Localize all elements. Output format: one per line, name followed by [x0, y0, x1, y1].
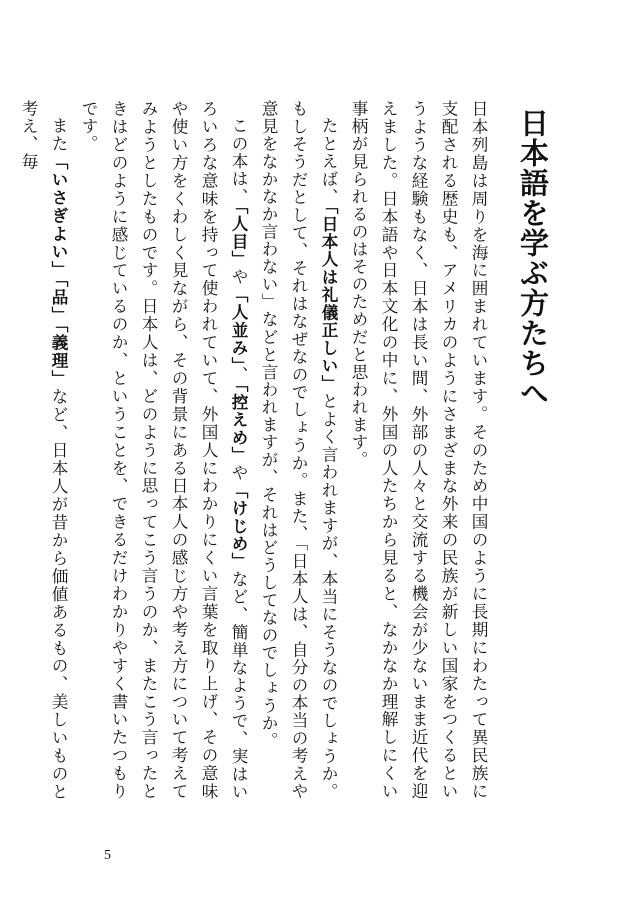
- keyword: 「人並み」: [229, 285, 248, 366]
- paragraph: [343, 100, 493, 800]
- text-run: 日本列島は周りを海に囲まれています。そのため中国のように長期にわたって異民族に支配される歴史も、アメリカのようにさまざまな外来の民族が新しい国家をつくるというような経験もなく、日本は長い間、外部の人々と交流する機会が少ないまま近代を迎えました。日本語や日本文化の中に、外国の人たちから見ると、なかなか理解しにくい事柄が見られるのはそのためだと思われます。: [349, 100, 488, 800]
- keyword: 「けじめ」: [229, 481, 248, 570]
- keyword: 「日本人は礼儀正しい」: [319, 205, 338, 393]
- text-run: とよく言われますが、本当にそうなのでしょうか。もしそうだとして、それはなぜなのでしょうか。また、「日本人は、自分の本当の考えや意見をなかなか言わない」などと言われますが、それはどうしてなのでしょうか。: [259, 100, 338, 801]
- paragraph: [73, 100, 253, 800]
- text-run: この本は、: [229, 116, 248, 206]
- page-title: 日本語を学ぶ方たちへ: [516, 108, 550, 408]
- keyword: 「義理」: [49, 323, 68, 388]
- text-run: たとえば、: [319, 116, 338, 206]
- paragraph: [13, 100, 73, 800]
- text-run: また: [49, 116, 68, 153]
- keyword: 「人目」: [229, 205, 248, 268]
- text-run: や: [229, 463, 248, 482]
- keyword: 「控えめ」: [229, 383, 248, 464]
- text-run: 、: [229, 365, 248, 384]
- page-number: 5: [104, 848, 111, 863]
- paragraph: [253, 100, 343, 800]
- body-text: [19, 100, 493, 801]
- keyword: 「いさぎよい」: [49, 152, 68, 279]
- keyword: 「品」: [49, 278, 68, 324]
- text-run: など、日本人が昔から価値あるもの、美しいものと考え、毎: [19, 100, 68, 800]
- text-run: など、簡単なようで、実はいろいろな意味を持って使われていて、外国人にわかりにくい言葉を取り上げ、その意味や使い方をくわしく見ながら、その背景にある日本人の感じ方や考え方について考えてみようとしたものです。日本人は、どのように思ってこう言うのか、またこう言ったときはどのように感じているのか、ということを、できるだけわかりやすく書いたつもりです。: [79, 100, 248, 801]
- text-run: や: [229, 267, 248, 286]
